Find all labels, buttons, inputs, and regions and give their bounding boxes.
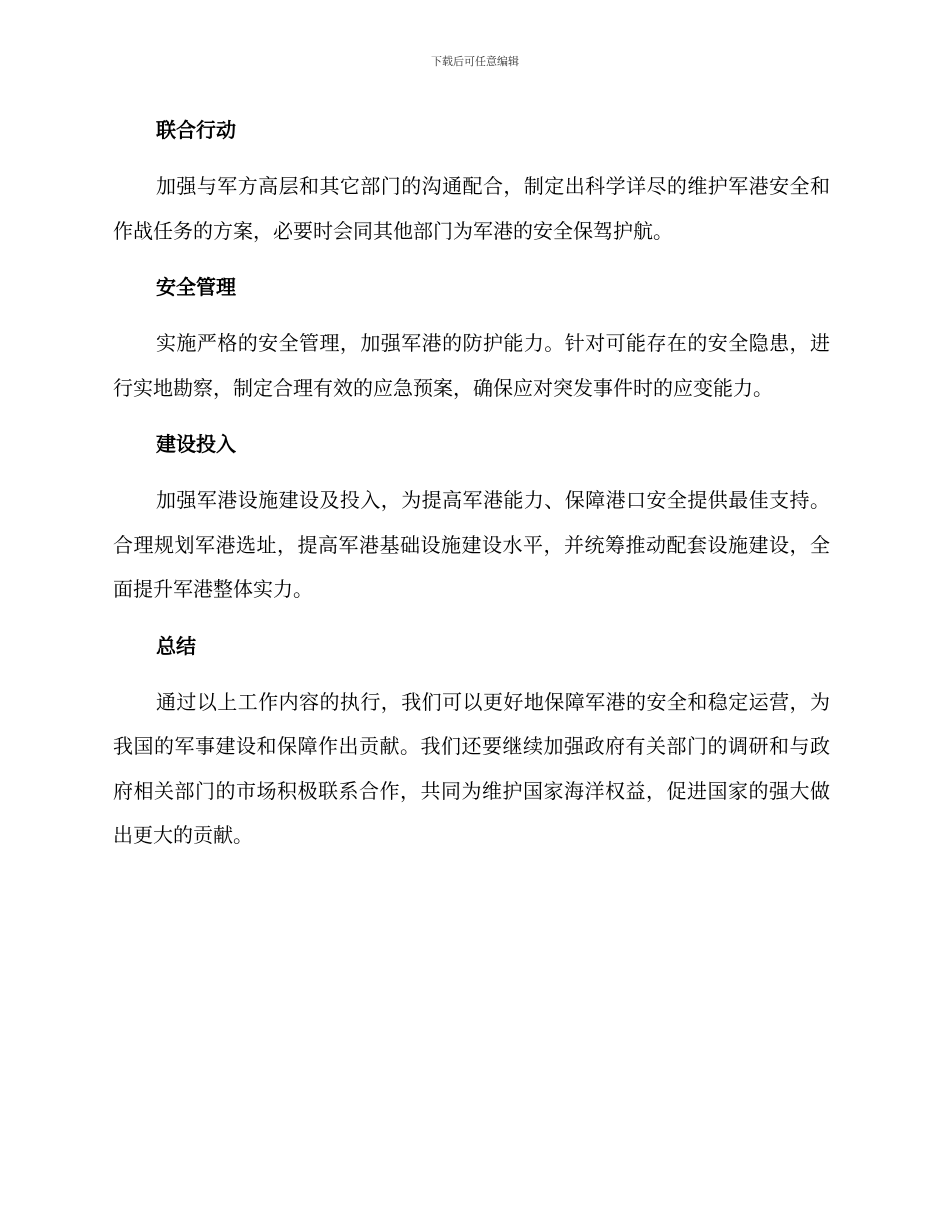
section-safety-management	[113, 265, 830, 410]
section-summary	[113, 624, 830, 858]
section-paragraph: 加强与军方高层和其它部门的沟通配合，制定出科学详尽的维护军港安全和作战任务的方案，必要时会同其他部门为军港的安全保驾护航。	[113, 174, 830, 243]
section-heading: 总结	[156, 633, 196, 658]
document-content	[113, 108, 830, 870]
section-heading: 联合行动	[156, 118, 236, 142]
section-paragraph: 实施严格的安全管理，加强军港的防护能力。针对可能存在的安全隐患，进行实地勘察，制定合理有效的应急预案，确保应对突发事件时的应变能力。	[113, 331, 830, 400]
section-joint-action	[113, 108, 830, 253]
section-heading: 建设投入	[156, 432, 236, 456]
section-paragraph: 加强军港设施建设及投入，为提高军港能力、保障港口安全提供最佳支持。合理规划军港选址，提高军港基础设施建设水平，并统筹推动配套设施建设，全面提升军港整体实力。	[113, 488, 830, 601]
section-paragraph: 通过以上工作内容的执行，我们可以更好地保障军港的安全和稳定运营，为我国的军事建设和保障作出贡献。我们还要继续加强政府有关部门的调研和与政府相关部门的市场积极联系合作，共同为维护国家海洋权益，促进国家的强大做出更大的贡献。	[113, 689, 830, 847]
section-construction-investment	[113, 422, 830, 612]
page-header-note: 下载后可任意编辑	[431, 55, 519, 68]
section-heading: 安全管理	[156, 275, 236, 299]
